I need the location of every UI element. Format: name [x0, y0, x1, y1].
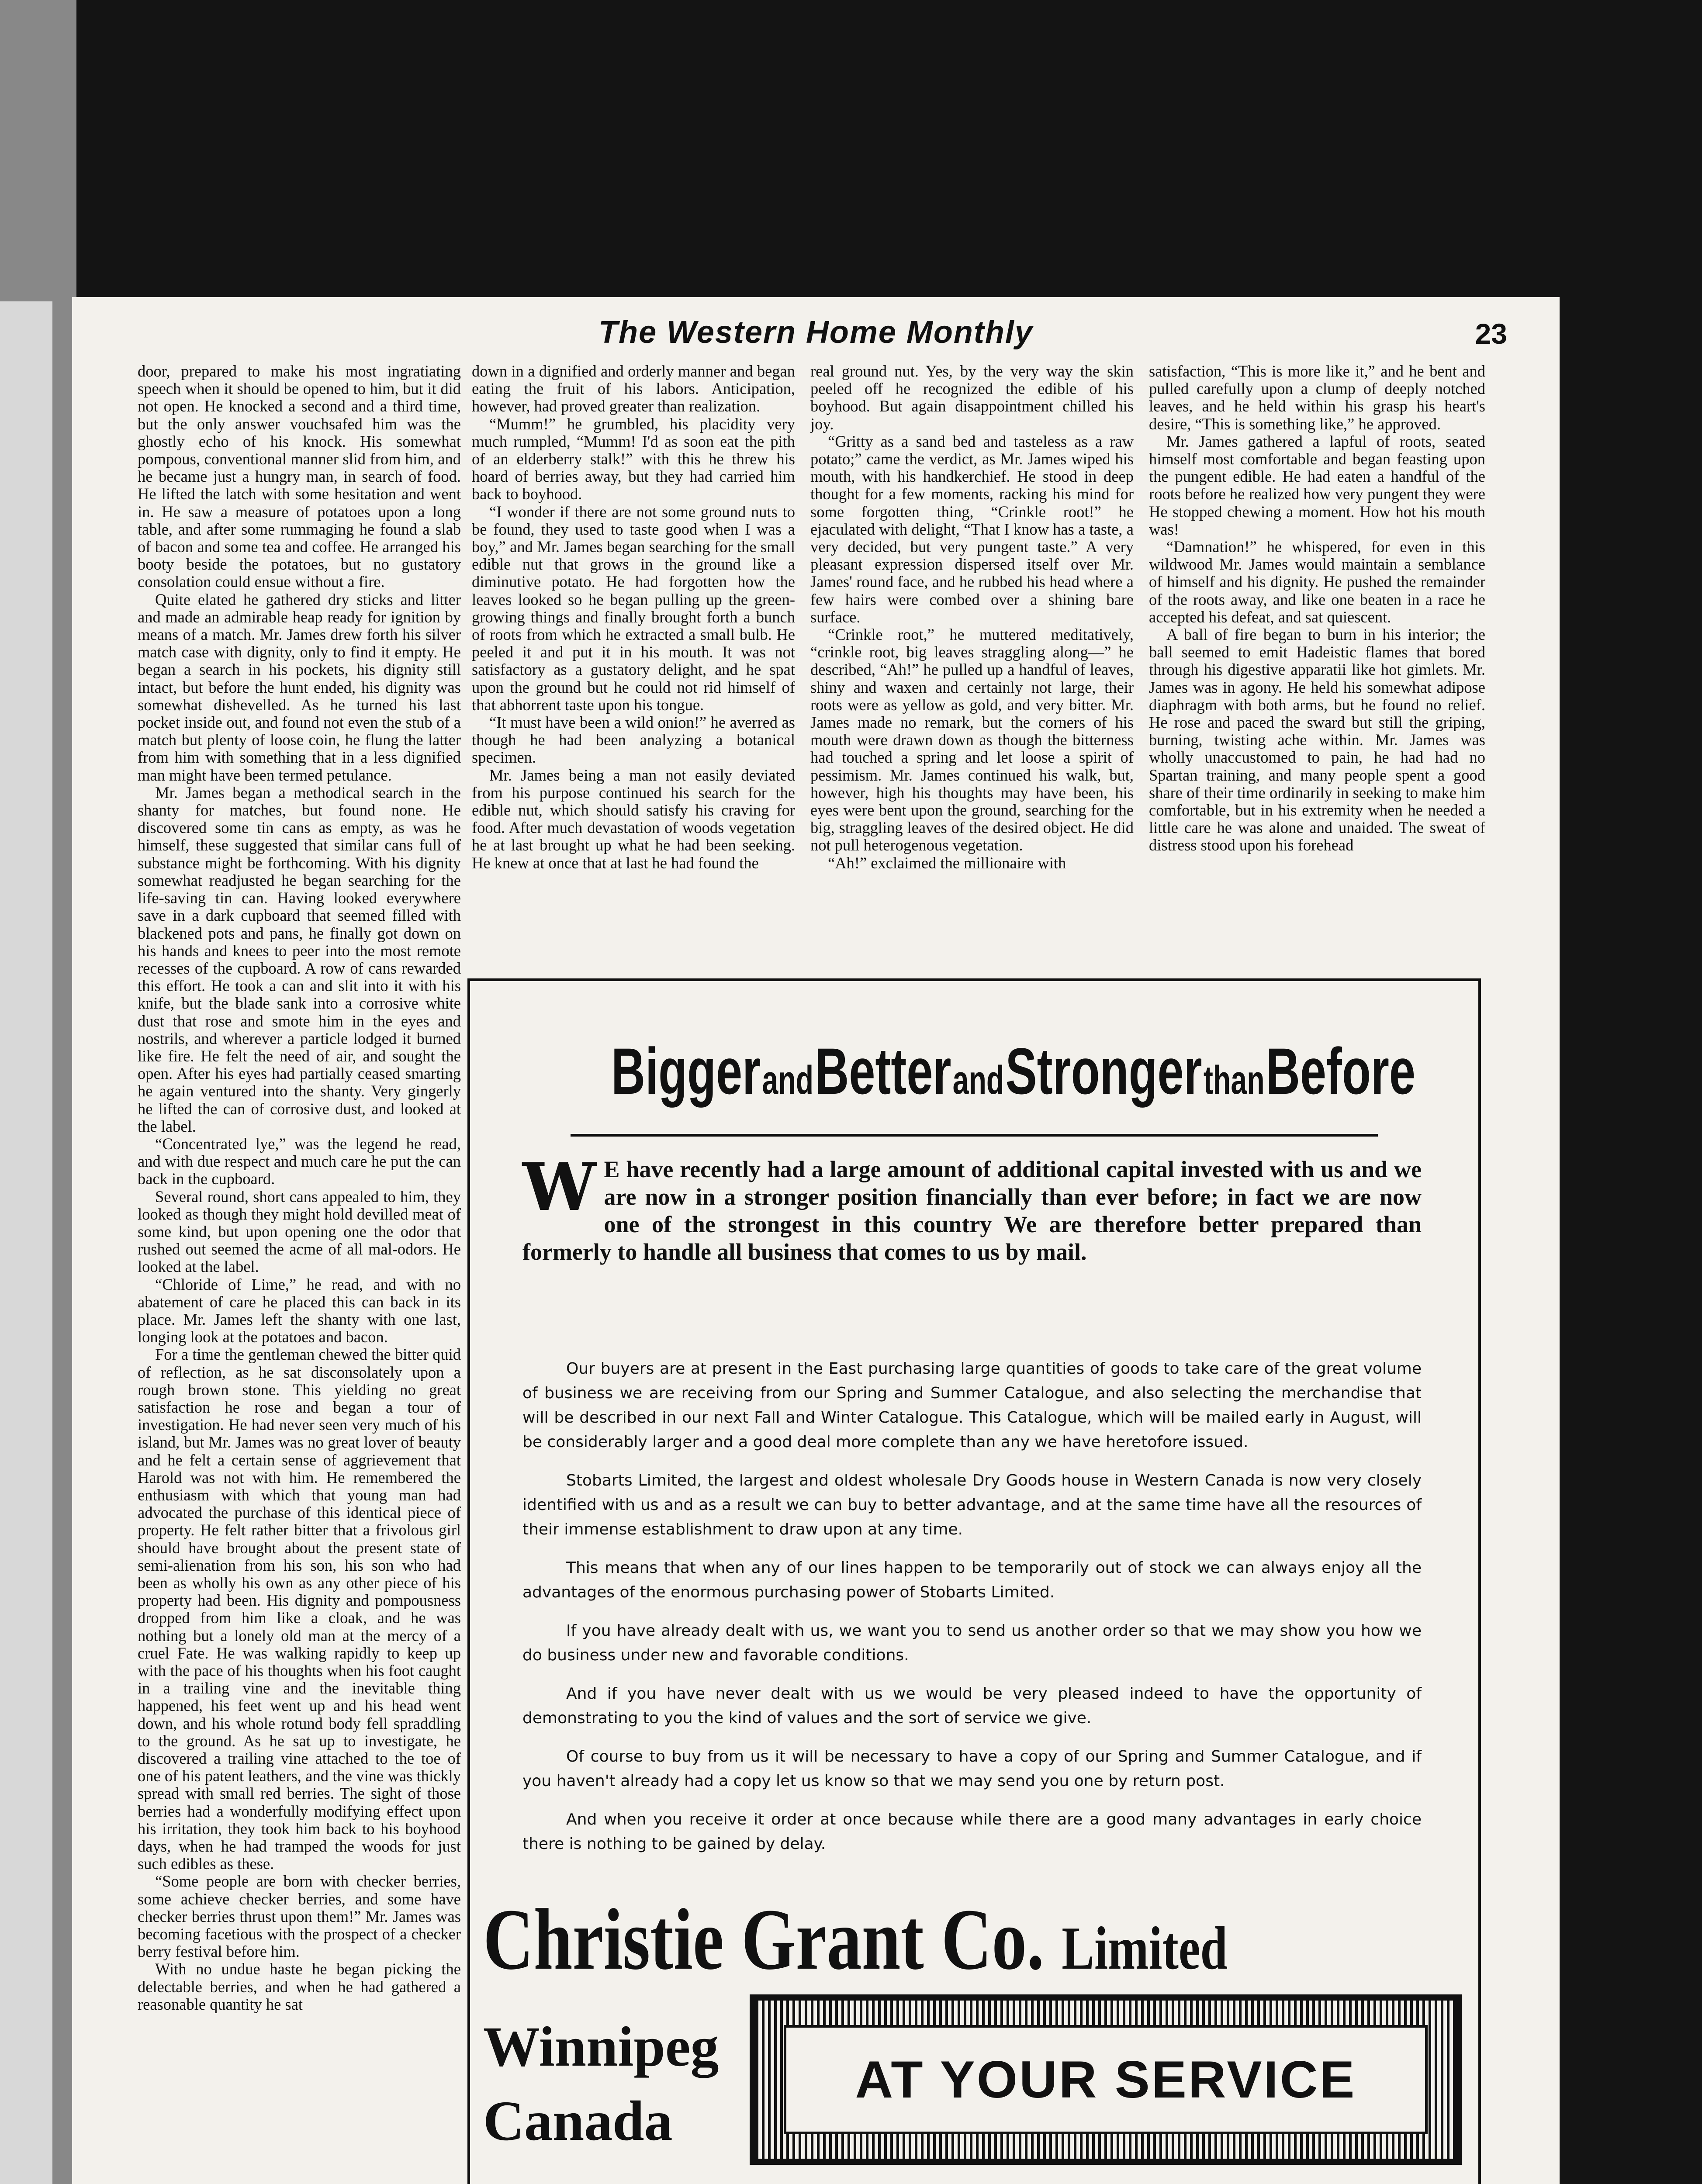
- article-paragraph: “Damnation!” he whispered, for even in this wildwood Mr. James would maintain a semblance of himself and his dignity. He pushed the remainder of the roots away, and like one beaten in a race he accepted his defeat, and sat quiescent.: [1149, 538, 1485, 626]
- drop-cap: W: [522, 1149, 596, 1226]
- headline-word: Before: [1266, 1034, 1415, 1108]
- headline-word: and: [952, 1058, 1004, 1102]
- article-paragraph: For a time the gentleman chewed the bitter quid of reflection, as he sat disconsolately upon a rough brown stone. This yielding no great satisfaction he rose and began a tour of investigation. He had never seen very much of his island, but Mr. James was no great lover of beauty and he felt a certain sense of aggrievement that Harold was not with him. He remembered the enthusiasm with which that young man had advocated the purchase of this identical piece of property. He felt rather bitter that a frivolous girl should have brought about the present state of semi-alienation from his son, his son who had been as wholly his own as any other piece of his property had been. His dignity and pompousness dropped from him like a cloak, and he was nothing but a lonely old man at the mercy of a cruel Fate. He was walking rapidly to keep up with the pace of his thoughts when his foot caught in a trailing vine and the inevitable thing happened, his feet went up and his head went down, and his whole rotund body fell spraddling to the ground. As he sat up to investigate, he discovered a trailing vine attached to the toe of one of his patent leathers, and the vine was thickly spread with small red berries. The sight of those berries had a wonderfully modifying effect upon his irritation, they took him back to his boyhood days, when he had tramped the woods for just such edibles as these.: [138, 1345, 461, 1873]
- ad-paragraph: And if you have never dealt with us we would be very pleased indeed to have the opportunity of demonstrating to you the kind of values and the sort of service we give.: [522, 1685, 1422, 1727]
- article-paragraph: “Crinkle root,” he muttered meditatively, “crinkle root, big leaves straggling along—” he described, “Ah!” he pulled up a handful of leaves, shiny and waxen and certainly not large, their roots were as yellow as gold, and very bitter. Mr. James made no remark, but the corners of his mouth were drawn down as though the bitterness had touched a spring and let loose a spirit of pessimism. Mr. James continued his walk, but, however, high his thoughts may have been, his eyes were bent upon the ground, searching for the big, straggling leaves of the desired object. He did not pull heterogenous vegetation.: [810, 625, 1134, 854]
- ad-body: [522, 1357, 1422, 1870]
- article-paragraph: “Ah!” exclaimed the millionaire with: [828, 854, 1066, 872]
- ad-paragraph: Our buyers are at present in the East purchasing large quantities of goods to take care of the great volume of business we are receiving from our Spring and Summer Catalogue, and also selecting the merchandise that will be described in our next Fall and Winter Catalogue. This Catalogue, which will be mailed early in August, will be considerably larger and a good deal more complete than any we have heretofore issued.: [522, 1360, 1422, 1451]
- ad-headline: [611, 1033, 1415, 1109]
- ad-paragraph: This means that when any of our lines happen to be temporarily out of stock we can always enjoy all the advantages of the enormous purchasing power of Stobarts Limited.: [522, 1559, 1422, 1601]
- article-paragraph: Several round, short cans appealed to him, they looked as though they might hold devilled meat of some kind, but upon opening one the odor that rushed out seemed the acme of all mal-odors. He looked at the label.: [138, 1187, 461, 1276]
- article-paragraph: real ground nut. Yes, by the very way the skin peeled off he recognized the edible of his boyhood. But again disappointment chilled his joy.: [810, 363, 1134, 433]
- headline-word: Better: [815, 1034, 951, 1108]
- headline-word: than: [1203, 1058, 1265, 1102]
- advertisement: [467, 978, 1481, 2184]
- headline-word: Stronger: [1005, 1034, 1202, 1108]
- headline-word: and: [762, 1058, 814, 1102]
- company-name-text: Christie Grant Co.: [483, 1891, 1045, 1988]
- article-paragraph: A ball of fire began to burn in his interior; the ball seemed to emit Hadeistic flames that bored through his digestive apparatii like hot gimlets. Mr. James was in agony. He held his somewhat adipose diaphragm with both arms, but he found no relief. He rose and paced the sward but still the griping, burning, twisting ache within. Mr. James was wholly unaccustomed to pain, he had had no Spartan training, and many people spent a good share of their time ordinarily in seeking to make him comfortable, but in his extremity when he needed a little care he was alone and unaided. The sweat of distress stood upon his forehead: [1149, 625, 1485, 854]
- ad-lead-text: E have recently had a large amount of additional capital invested with us and we are now in a stronger position financially than ever before; in fact we are now one of the strongest in this country We are therefore better prepared than formerly to handle all business that comes to us by mail.: [522, 1156, 1422, 1265]
- ad-paragraph: And when you receive it order at once because while there are a good many advantages in early choice there is nothing to be gained by delay.: [522, 1811, 1422, 1853]
- article-paragraph: door, prepared to make his most ingratiating speech when it should be opened to him, but it did not open. He knocked a second and a third time, but the only answer vouchsafed him was the ghostly echo of his knock. His somewhat pompous, conventional manner slid from him, and he became just a hungry man, in search of food. He lifted the latch with some hesitation and went in. He saw a measure of potatoes upon a long table, and after some rummaging he found a slab of bacon and some tea and coffee. He arranged his booty beside the potatoes, but no gustatory consolation could ensue without a fire.: [138, 363, 461, 591]
- company-name: [483, 1890, 1276, 1990]
- article-paragraph: With no undue haste he began picking the delectable berries, and when he had gathered a reasonable quantity he sat: [138, 1960, 461, 2013]
- company-country: Canada: [483, 2090, 673, 2153]
- facing-page-edge: [0, 0, 76, 2184]
- article-paragraph: “Mumm!” he grumbled, his placidity very much rumpled, “Mumm! I'd as soon eat the pith of an elderberry stalk!” with this he threw his hoard of berries away, but they had carried him back to boyhood.: [472, 415, 795, 503]
- article-paragraph: “Concentrated lye,” was the legend he read, and with due respect and much care he put the can back in the cupboard.: [138, 1134, 461, 1188]
- article-paragraph: “It must have been a wild onion!” he averred as though he had been analyzing a botanical specimen.: [472, 713, 795, 767]
- article-paragraph: “I wonder if there are not some ground nuts to be found, they used to taste good when I was a boy,” and Mr. James began searching for the small edible nut that grows in the ground like a diminutive potato. He had forgotten how the leaves looked so he began pulling up the green-growing things and finally brought forth a bunch of roots from which he extracted a small bulb. He peeled it and put it in his mouth. It was not satisfactory as a gustatory delight, and he spat upon the ground but he could not rid himself of that abhorrent taste upon his tongue.: [472, 502, 795, 714]
- service-banner-inner: [784, 2025, 1428, 2134]
- article-paragraph: down in a dignified and orderly manner and began eating the fruit of his labors. Anticipation, however, had proved greater than realization.: [472, 363, 795, 415]
- running-title: The Western Home Monthly: [598, 315, 1033, 350]
- article-paragraph: Mr. James gathered a lapful of roots, seated himself most comfortable and began feasting upon the pungent edible. He had eaten a handful of the roots before he realized how very pungent they were He stopped chewing a moment. How hot his mouth was!: [1149, 432, 1485, 538]
- service-slogan: AT YOUR SERVICE: [855, 2050, 1356, 2109]
- article-column-2: [472, 363, 795, 965]
- page-header: [72, 314, 1560, 363]
- article-paragraph: Mr. James began a methodical search in the shanty for matches, but found none. He discovered some tin cans as empty, as was he himself, these suggested that similar cans full of substance might be forthcoming. With his dignity somewhat readjusted he began searching for the life-saving tin can. Having looked everywhere save in a dark cupboard that seemed filled with blackened pots and pans, he finally got down on his hands and knees to peer into the most remote recesses of the cupboard. A row of cans rewarded this effort. He took a can and slit into it with his knife, but the blade sank into a corrosive white dust that rose and smote him in the eyes and nostrils, and wherever a particle lodged it burned like fire. He felt the need of air, and sought the open. After his eyes had partially ceased smarting he again ventured into the shanty. Very gingerly he lifted the can of corrosive dust, and looked at the label.: [138, 783, 461, 1135]
- article-paragraph: Quite elated he gathered dry sticks and litter and made an admirable heap ready for ignition by means of a match. Mr. James drew forth his silver match case with dignity, only to find it empty. He began a search in his pockets, his dignity still intact, but before the hunt ended, his dignity was somewhat dishevelled. As he turned his last pocket inside out, and found not even the stub of a match but plenty of loose coin, he flung the latter from him with something that in a less dignified man might have been termed petulance.: [138, 590, 461, 784]
- ad-paragraph: Of course to buy from us it will be necessary to have a copy of our Spring and Summer Catalogue, and if you haven't already had a copy let us know so that we may send you one by return post.: [522, 1748, 1422, 1790]
- article-paragraph: “Some people are born with checker berries, some achieve checker berries, and some have checker berries thrust upon them!” Mr. James was becoming facetious with the prospect of a checker berry festival before him.: [138, 1872, 461, 1961]
- article-column-4: [1149, 363, 1485, 965]
- company-city: Winnipeg: [483, 2015, 719, 2078]
- facing-page-text-strip: [0, 301, 52, 2184]
- ad-divider: [571, 1134, 1378, 1137]
- article-column-1: [138, 363, 461, 2184]
- ad-paragraph: If you have already dealt with us, we want you to send us another order so that we may show you how we do business under new and favorable conditions.: [522, 1622, 1422, 1664]
- article-column-3: [810, 363, 1134, 965]
- magazine-page: [72, 297, 1560, 2184]
- service-banner: [750, 1994, 1462, 2165]
- article-paragraph: “Gritty as a sand bed and tasteless as a raw potato;” came the verdict, as Mr. James wiped his mouth, with his handkerchief. He stood in deep thought for a few moments, racking his mind for some forgotten thing, “Crinkle root!” he ejaculated with delight, “That I know has a taste, a very decided, but very pungent taste.” A very pleasant expression dispersed itself over Mr. James' round face, and he rubbed his head where a few hairs were combed over a shining bare surface.: [810, 432, 1134, 626]
- article-paragraph: satisfaction, “This is more like it,” and he bent and pulled carefully upon a clump of deeply notched leaves, and he held within his grasp his heart's desire, “This is something like,” he approved.: [1149, 363, 1485, 433]
- ad-lead-paragraph: [522, 1149, 1422, 1266]
- ad-paragraph: Stobarts Limited, the largest and oldest wholesale Dry Goods house in Western Canada is now very closely identified with us and as a result we can buy to better advantage, and at the same time have all the resources of their immense establishment to draw upon at any time.: [522, 1472, 1422, 1538]
- headline-word: Bigger: [611, 1034, 761, 1108]
- company-suffix: Limited: [1062, 1914, 1228, 1982]
- page-number: 23: [1475, 318, 1507, 350]
- article-paragraph: Mr. James being a man not easily deviated from his purpose continued his search for the edible nut, which should satisfy his craving for food. After much devastation of woods vegetation he at last brought up what he had been seeking. He knew at once that at last he had found the: [472, 766, 795, 872]
- article-paragraph: “Chloride of Lime,” he read, and with no abatement of care he placed this can back in its place. Mr. James left the shanty with one last, longing look at the potatoes and bacon.: [138, 1275, 461, 1346]
